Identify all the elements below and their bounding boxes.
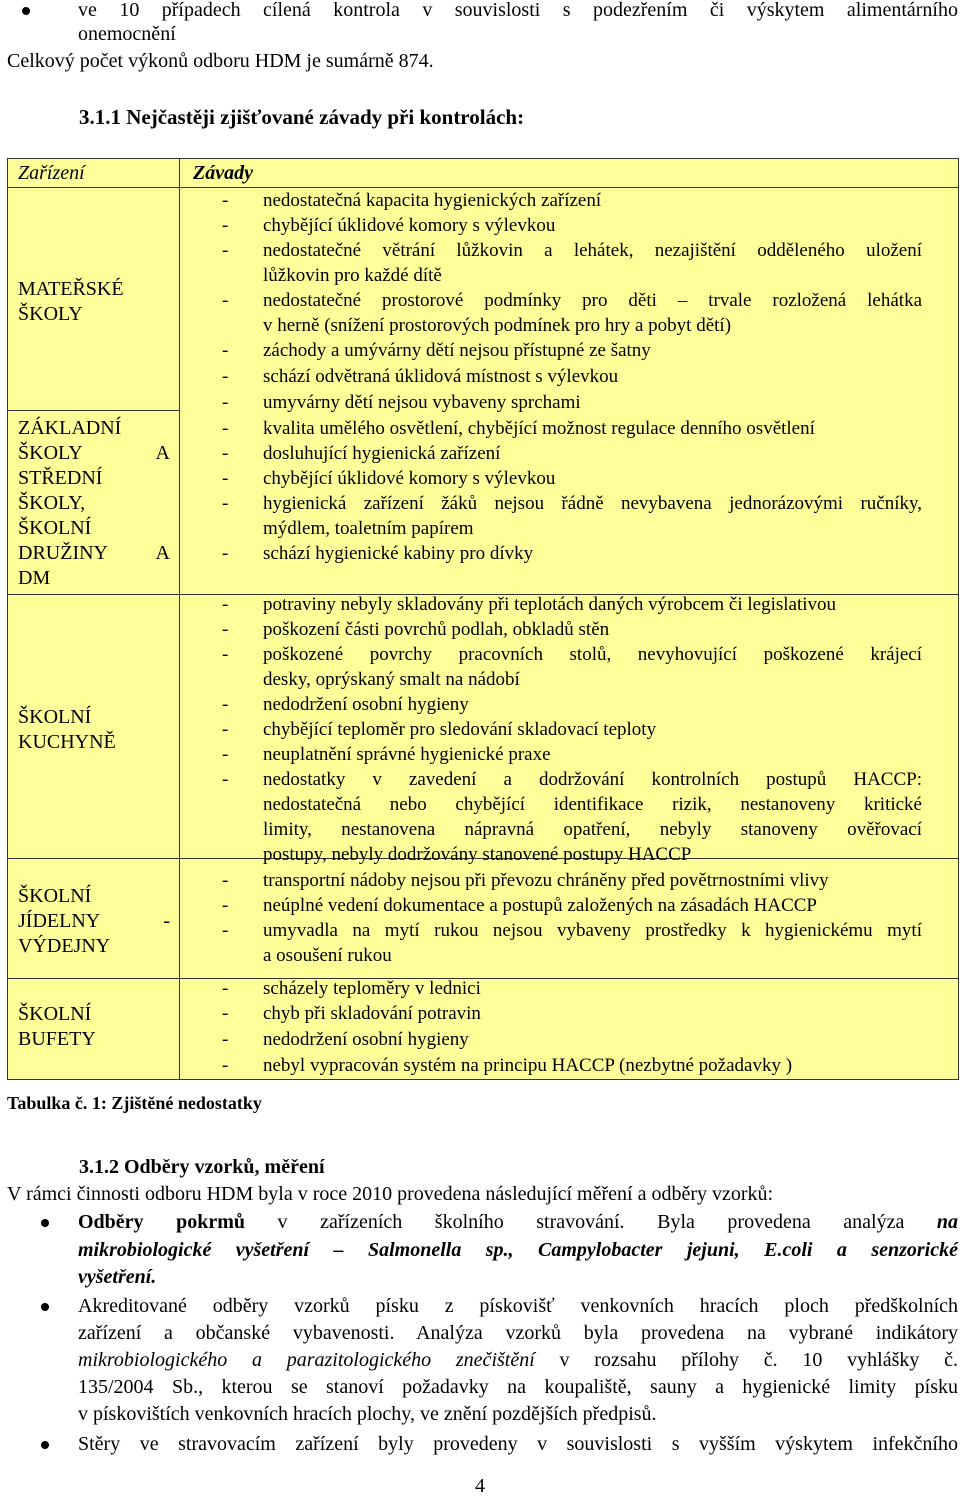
page-number: 4: [475, 1475, 485, 1497]
table-caption: Tabulka č. 1: Zjištěné nedostatky: [7, 1093, 262, 1113]
bullet-odbery-pokrmu-cont: mikrobiologické vyšetření – Salmonella sp., Campylobacter jejuni, E.coli a senzorické: [78, 1239, 958, 1261]
defect-item: nedostatky v zavedení a dodržování kontrolních postupů HACCP:: [263, 769, 922, 790]
defect-item: neúplné vedení dokumentace a postupů založených na zásadách HACCP: [263, 895, 817, 916]
defect-item-cont: limity, nestanovena nápravná opatření, nebyly stanoveny ověřovací: [263, 819, 922, 840]
defect-item-cont: a osoušení rukou: [263, 945, 392, 966]
defect-item: umyvárny dětí nejsou vybaveny sprchami: [263, 392, 581, 413]
top-bullet-line1: ve 10 případech cílená kontrola v souvislosti s podezřením či výskytem alimentárního: [78, 0, 958, 21]
intro-paragraph: V rámci činnosti odboru HDM byla v roce 2010 provedena následující měření a odběry vzorků:: [7, 1183, 774, 1205]
defect-item: dosluhující hygienická zařízení: [263, 443, 501, 464]
table-header-facility: Zařízení: [18, 162, 85, 184]
defect-item-cont: nedostatečná nebo chybějící identifikace rizik, nestanoveny kritické: [263, 794, 922, 815]
facility-skolni-kuchyne: ŠKOLNÍ KUCHYNĚ: [18, 706, 116, 753]
defect-item: chybějící úklidové komory s výlevkou: [263, 215, 556, 236]
bullet-dot: [22, 7, 30, 15]
defect-item: neuplatnění správné hygienické praxe: [263, 744, 551, 765]
facility-zakladni-skoly: ZÁKLADNÍ ŠKOLY A STŘEDNÍ ŠKOLY, ŠKOLNÍ DRUŽINY A DM: [18, 417, 170, 589]
defect-item: chybějící teploměr pro sledování skladovací teploty: [263, 719, 657, 740]
bullet-pisek-line3: mikrobiologického a parazitologického znečištění v rozsahu přílohy č. 10 vyhlášky č.: [78, 1349, 958, 1371]
bullet-dot: [41, 1219, 49, 1227]
defect-item: potraviny nebyly skladovány při teplotách daných výrobcem či legislativou: [263, 594, 837, 615]
section-heading-3-1-2: 3.1.2 Odběry vzorků, měření: [79, 1156, 325, 1178]
bullet-pisek-line5: v pískovištích venkovních hracích plochy, ve znění pozdějších předpisů.: [78, 1403, 657, 1425]
defect-item: nebyl vypracován systém na principu HACCP (nezbytné požadavky ): [263, 1055, 793, 1076]
defect-item-cont: mýdlem, toaletním papírem: [263, 518, 474, 539]
defect-item: schází hygienické kabiny pro dívky: [263, 543, 534, 564]
defect-item-cont: postupy, nebyly dodržovány stanovené postupy HACCP: [263, 844, 692, 865]
defect-item: umyvadla na mytí rukou nejsou vybaveny prostředky k hygienickému mytí: [263, 920, 922, 941]
defect-item: nedostatečná kapacita hygienických zařízení: [263, 190, 602, 211]
section-heading-3-1-1: 3.1.1 Nejčastěji zjišťované závady při kontrolách:: [79, 105, 525, 129]
bullet-dot: [41, 1303, 49, 1311]
defect-item: poškozené povrchy pracovních stolů, nevyhovující poškozené krájecí: [263, 644, 922, 665]
defect-item: nedostatečné větrání lůžkovin a lehátek, nezajištění odděleného uložení: [263, 240, 922, 261]
facility-skolni-jidelny: ŠKOLNÍ JÍDELNY - VÝDEJNY: [18, 885, 170, 957]
defect-item: chyb při skladování potravin: [263, 1003, 481, 1024]
bullet-pisek-line4: 135/2004 Sb., kterou se stanoví požadavky na koupaliště, sauny a hygienické limity písku: [78, 1376, 958, 1398]
defect-item: transportní nádoby nejsou při převozu chráněny před povětrnostními vlivy: [263, 870, 829, 891]
bullet-stery: Stěry ve stravovacím zařízení byly provedeny v souvislosti s vyšším výskytem infekčního: [78, 1433, 958, 1455]
bullet-pisek-line2: zařízení a občanské vybavenosti. Analýza vzorků byla provedena na vybrané indikátory: [78, 1322, 958, 1344]
defect-item: scházely teploměry v lednici: [263, 978, 481, 999]
facility-materske-skoly: MATEŘSKÉ ŠKOLY: [18, 278, 124, 325]
defect-item-cont: v herně (snížení prostorových podmínek pro hry a pobyt dětí): [263, 315, 732, 336]
bullet-odbery-pokrmu-cont2: vyšetření.: [78, 1266, 157, 1288]
defect-item: poškození části povrchů podlah, obkladů stěn: [263, 619, 610, 640]
defect-item: kvalita umělého osvětlení, chybějící možnost regulace denního osvětlení: [263, 418, 815, 439]
defect-item-cont: desky, oprýskaný smalt na nádobí: [263, 669, 520, 690]
defect-item: chybějící úklidové komory s výlevkou: [263, 468, 556, 489]
top-bullet-line2: onemocnění: [78, 23, 176, 45]
bullet-pisek-line1: Akreditované odběry vzorků písku z pískovišť venkovních hracích ploch předškolních: [78, 1295, 958, 1317]
defect-item-cont: lůžkovin pro každé dítě: [263, 265, 442, 286]
facility-skolni-bufety: ŠKOLNÍ BUFETY: [18, 1003, 96, 1050]
defect-item: nedodržení osobní hygieny: [263, 1029, 469, 1050]
defect-item: hygienická zařízení žáků nejsou řádně nevybavena jednorázovými ručníky,: [263, 493, 922, 514]
defect-item: schází odvětraná úklidová místnost s výlevkou: [263, 366, 619, 387]
bullet-dot: [41, 1441, 49, 1449]
defect-item: nedostatečné prostorové podmínky pro děti – trvale rozložená lehátka: [263, 290, 922, 311]
total-count-line: Celkový počet výkonů odboru HDM je sumárně 874.: [7, 50, 434, 72]
bullet-odbery-pokrmu: Odběry pokrmů v zařízeních školního stravování. Byla provedena analýza na: [78, 1211, 958, 1233]
defect-item: nedodržení osobní hygieny: [263, 694, 469, 715]
defect-item: záchody a umývárny dětí nejsou přístupné ze šatny: [263, 340, 651, 361]
table-header-defects: Závady: [193, 162, 253, 184]
